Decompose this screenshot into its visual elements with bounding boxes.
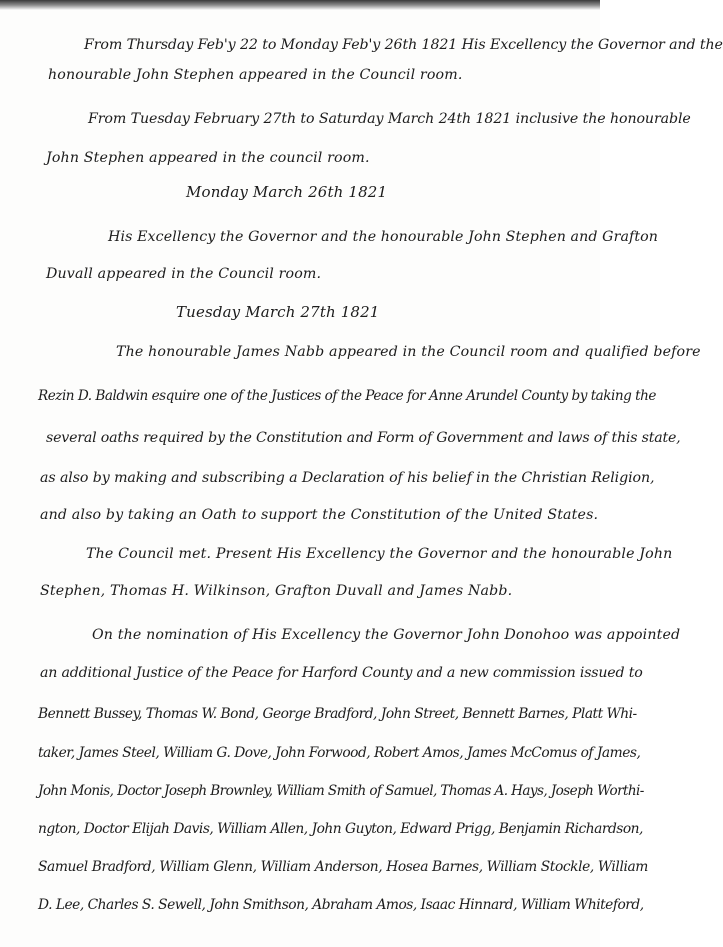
entry-date-heading: Tuesday March 27th 1821 [176, 303, 380, 321]
manuscript-line: Stephen, Thomas H. Wilkinson, Grafton Duvall and James Nabb. [40, 583, 513, 599]
scan-edge-shadow [0, 0, 600, 10]
manuscript-line: From Tuesday February 27th to Saturday March 24th 1821 inclusive the honourable [88, 111, 691, 127]
manuscript-line: several oaths required by the Constitution and Form of Government and laws of this state, [46, 430, 681, 446]
manuscript-line: The Council met. Present His Excellency the Governor and the honourable John [86, 546, 673, 562]
manuscript-line: The honourable James Nabb appeared in the Council room and qualified before [116, 344, 701, 360]
manuscript-line: taker, James Steel, William G. Dove, John Forwood, Robert Amos, James McComus of James, [38, 745, 641, 761]
manuscript-line: His Excellency the Governor and the honourable John Stephen and Grafton [108, 229, 659, 245]
manuscript-line: On the nomination of His Excellency the Governor John Donohoo was appointed [92, 627, 681, 643]
manuscript-line: John Monis, Doctor Joseph Brownley, William Smith of Samuel, Thomas A. Hays, Joseph Worthi- [38, 783, 644, 799]
manuscript-line: D. Lee, Charles S. Sewell, John Smithson, Abraham Amos, Isaac Hinnard, William Whiteford, [38, 897, 644, 913]
manuscript-line: honourable John Stephen appeared in the Council room. [48, 67, 463, 83]
manuscript-line: as also by making and subscribing a Declaration of his belief in the Christian Religion, [40, 470, 655, 486]
manuscript-line: From Thursday Feb'y 22 to Monday Feb'y 26th 1821 His Excellency the Governor and the [84, 37, 723, 53]
manuscript-line: Bennett Bussey, Thomas W. Bond, George Bradford, John Street, Bennett Barnes, Platt Whi- [38, 706, 637, 722]
manuscript-line: ngton, Doctor Elijah Davis, William Allen, John Guyton, Edward Prigg, Benjamin Richardson, [38, 821, 643, 837]
entry-date-heading: Monday March 26th 1821 [186, 183, 388, 201]
manuscript-line: Samuel Bradford, William Glenn, William Anderson, Hosea Barnes, William Stockle, William [38, 859, 648, 875]
manuscript-line: and also by taking an Oath to support the Constitution of the United States. [40, 507, 599, 523]
manuscript-line: an additional Justice of the Peace for Harford County and a new commission issued to [40, 665, 643, 681]
manuscript-line: Rezin D. Baldwin esquire one of the Justices of the Peace for Anne Arundel County by taking the [38, 388, 656, 404]
manuscript-line: Duvall appeared in the Council room. [46, 266, 322, 282]
manuscript-line: John Stephen appeared in the council room. [46, 150, 370, 166]
